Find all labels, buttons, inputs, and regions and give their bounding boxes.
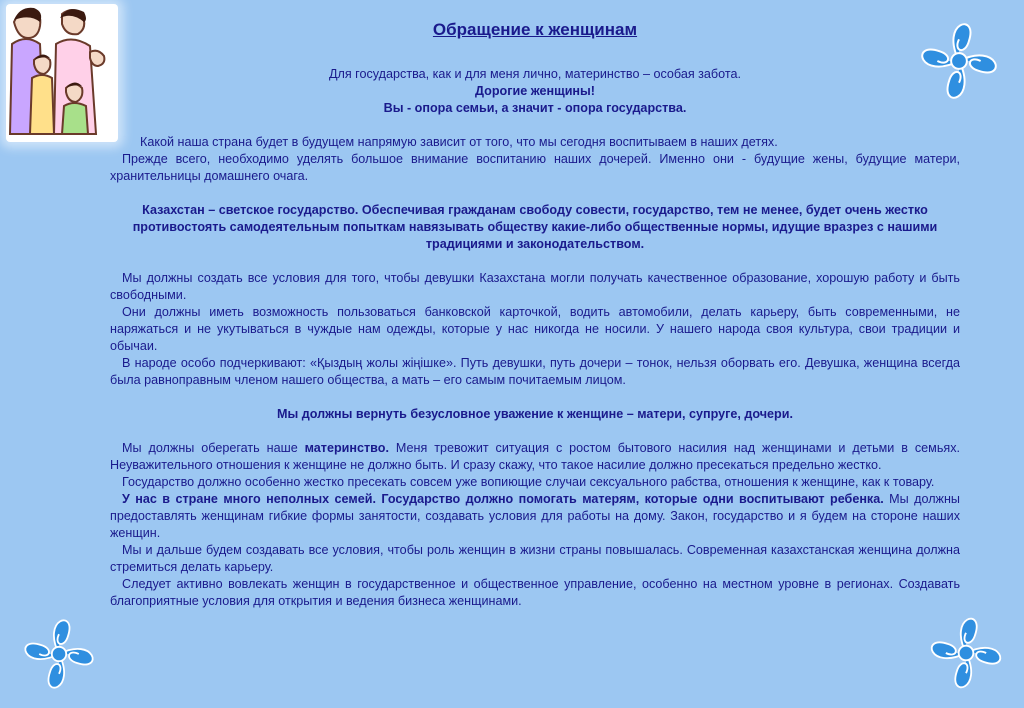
paragraph-motherhood bbox=[110, 440, 960, 474]
paragraph-freedoms: Они должны иметь возможность пользоваться банковской карточкой, водить автомобили, делать карьеру, быть современными, не наряжаться и не укутываться в чуждые нам одежды, которые у нас никогда не носили. У нашего народа своя культура, свои традиции и обычаи. bbox=[110, 305, 960, 353]
paragraph-slavery: Государство должно особенно жестко пресекать совсем уже вопиющие случаи сексуального рабства, отношения к женщине, как к товару. bbox=[122, 475, 935, 489]
document-body bbox=[110, 20, 960, 610]
motto: Вы - опора семьи, а значит - опора государства. bbox=[383, 101, 687, 115]
motherhood-lead: Мы должны оберегать наше bbox=[122, 441, 305, 455]
motherhood-bold: материнство. bbox=[304, 441, 389, 455]
single-parents-bold: У нас в стране много неполных семей. Государство должно помогать матерям, которые одни воспитывают ребенка. bbox=[122, 492, 884, 506]
greeting: Дорогие женщины! bbox=[475, 84, 595, 98]
family-drawing bbox=[6, 4, 118, 142]
motherhood-rest: Меня тревожит ситуация с ростом бытового насилия над женщинами и детьми в семьях. Неуважительного отношения к женщине не должно быть. И сразу скажу, что такое насилие должно пресекаться предельно жестко. bbox=[110, 441, 960, 472]
ornament-bottom-left bbox=[0, 600, 118, 708]
secular-statement: Казахстан – светское государство. Обеспечивая гражданам свободу совести, государство, тем не менее, будет очень жестко противостоять самодеятельным попыткам навязывать обществу какие-либо общественные нормы, идущие вразрез с нашими традициями и законодательством. bbox=[132, 203, 938, 251]
respect-statement: Мы должны вернуть безусловное уважение к женщине – матери, супруге, дочери. bbox=[277, 407, 793, 421]
ornament-bottom-right bbox=[908, 598, 1024, 708]
paragraph-role: Мы и дальше будем создавать все условия, чтобы роль женщин в жизни страны повышалась. Современная казахстанская женщина должна стремиться делать карьеру. bbox=[110, 543, 960, 574]
paragraph-single-parents bbox=[110, 491, 960, 542]
paragraph-future: Какой наша страна будет в будущем напрямую зависит от того, что мы сегодня воспитываем в наших детях. bbox=[140, 135, 778, 149]
paragraph-daughters: Прежде всего, необходимо уделять большое внимание воспитанию наших дочерей. Именно они - будущие жены, будущие матери, хранительницы домашнего очага. bbox=[110, 152, 960, 183]
page-title: Обращение к женщинам bbox=[432, 20, 638, 39]
intro-line: Для государства, как и для меня лично, материнство – особая забота. bbox=[328, 67, 742, 81]
family-illustration bbox=[6, 4, 118, 142]
paragraph-governance: Следует активно вовлекать женщин в государственное и общественное управление, особенно на местном уровне в регионах. Создавать благоприятные условия для открытия и ведения бизнеса женщинами. bbox=[110, 577, 960, 608]
paragraph-conditions: Мы должны создать все условия для того, чтобы девушки Казахстана могли получать качественное образование, хорошую работу и быть свободными. bbox=[110, 271, 960, 302]
single-parents-rest: Мы должны предоставлять женщинам гибкие формы занятости, создавать условия для работы на дому. Закон, государство и я будем на стороне наших женщин. bbox=[110, 492, 960, 540]
paragraph-proverb: В народе особо подчеркивают: «Қыздың жолы жіңішке». Путь девушки, путь дочери – тонок, нельзя оборвать его. Девушка, женщина всегда была равноправным членом нашего общества, а мать – его самым почитаемым лицом. bbox=[110, 356, 960, 387]
